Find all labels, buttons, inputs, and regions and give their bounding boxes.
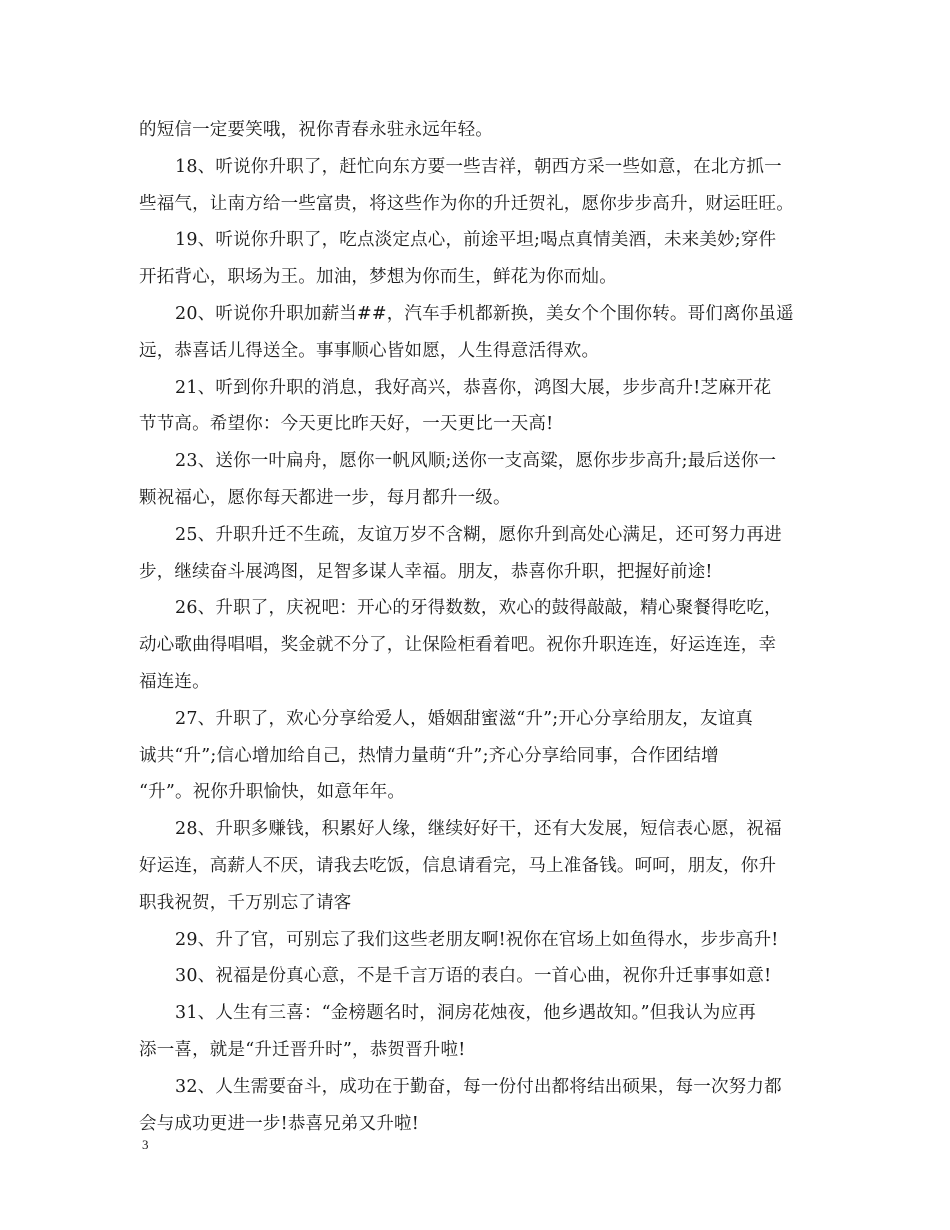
document-body <box>139 112 815 1142</box>
paragraph-21-line-2: 节节高。希望你：今天更比昨天好，一天更比一天高! <box>139 414 554 435</box>
paragraph-26-line-1: 26、升职了，庆祝吧：开心的牙得数数，欢心的鼓得敲敲，精心聚餐得吃吃， <box>175 598 782 619</box>
paragraph-28-line-3: 职我祝贺，千万别忘了请客 <box>139 892 352 913</box>
page-number: 3 <box>142 1137 149 1152</box>
text-line: 的短信一定要笑哦，祝你青春永驻永远年轻。 <box>139 120 493 140</box>
paragraph-18-line-2: 些福气，让南方给一些富贵，将这些作为你的升迁贺礼，愿你步步高升，财运旺旺。 <box>139 193 794 214</box>
paragraph-32-line-2: 会与成功更进一步!恭喜兄弟又升啦! <box>139 1113 419 1134</box>
paragraph-18-line-1: 18、听说你升职了，赶忙向东方要一些吉祥，朝西方采一些如意，在北方抓一 <box>175 156 782 177</box>
paragraph-20-line-1: 20、听说你升职加薪当##，汽车手机都新换，美女个个围你转。哥们离你虽遥 <box>175 303 794 324</box>
paragraph-19-line-2: 开拓背心，职场为王。加油，梦想为你而生，鲜花为你而灿。 <box>139 267 617 288</box>
paragraph-27-line-3: “升”。祝你升职愉快，如意年年。 <box>139 782 406 803</box>
paragraph-26-line-2: 动心歌曲得唱唱，奖金就不分了，让保险柜看着吧。祝你升职连连，好运连连，幸 <box>139 635 777 656</box>
paragraph-27-line-2: 诚共“升”;信心增加给自己，热情力量萌“升”;齐心分享给同事，合作团结增 <box>139 745 719 766</box>
paragraph-23-line-1: 23、送你一叶扁舟，愿你一帆风顺;送你一支高粱，愿你步步高升;最后送你一 <box>175 451 777 472</box>
paragraph-30-line-1: 30、祝福是份真心意，不是千言万语的表白。一首心曲，祝你升迁事事如意! <box>175 966 772 987</box>
paragraph-32-line-1: 32、人生需要奋斗，成功在于勤奋，每一份付出都将结出硕果，每一次努力都 <box>175 1076 782 1097</box>
paragraph-26-line-3: 福连连。 <box>139 671 210 692</box>
paragraph-31-line-1: 31、人生有三喜：“金榜题名时，洞房花烛夜，他乡遇故知。”但我认为应再 <box>175 1003 756 1024</box>
paragraph-25-line-2: 步，继续奋斗展鸿图，足智多谋人幸福。朋友，恭喜你升职，把握好前途! <box>139 561 713 582</box>
paragraph-23-line-2: 颗祝福心，愿你每天都进一步，每月都升一级。 <box>139 487 511 508</box>
paragraph-19-line-1: 19、听说你升职了，吃点淡定点心，前途平坦;喝点真情美酒，未来美妙;穿件 <box>175 230 777 251</box>
paragraph-29-line-1: 29、升了官，可别忘了我们这些老朋友啊!祝你在官场上如鱼得水，步步高升! <box>175 929 779 950</box>
paragraph-27-line-1: 27、升职了，欢心分享给爱人，婚姻甜蜜滋“升”;开心分享给朋友，友谊真 <box>175 708 754 729</box>
paragraph-31-line-2: 添一喜，就是“升迁晋升时”，恭贺晋升啦! <box>139 1039 466 1060</box>
paragraph-20-line-2: 远，恭喜话儿得送全。事事顺心皆如愿，人生得意活得欢。 <box>139 340 600 361</box>
paragraph-25-line-1: 25、升职升迁不生疏，友谊万岁不含糊，愿你升到高处心满足，还可努力再进 <box>175 524 782 545</box>
paragraph-28-line-1: 28、升职多赚钱，积累好人缘，继续好好干，还有大发展，短信表心愿，祝福 <box>175 819 782 840</box>
paragraph-28-line-2: 好运连，高薪人不厌，请我去吃饭，信息请看完，马上准备钱。呵呵，朋友，你升 <box>139 855 777 876</box>
paragraph-21-line-1: 21、听到你升职的消息，我好高兴，恭喜你，鸿图大展，步步高升!芝麻开花 <box>175 377 772 398</box>
